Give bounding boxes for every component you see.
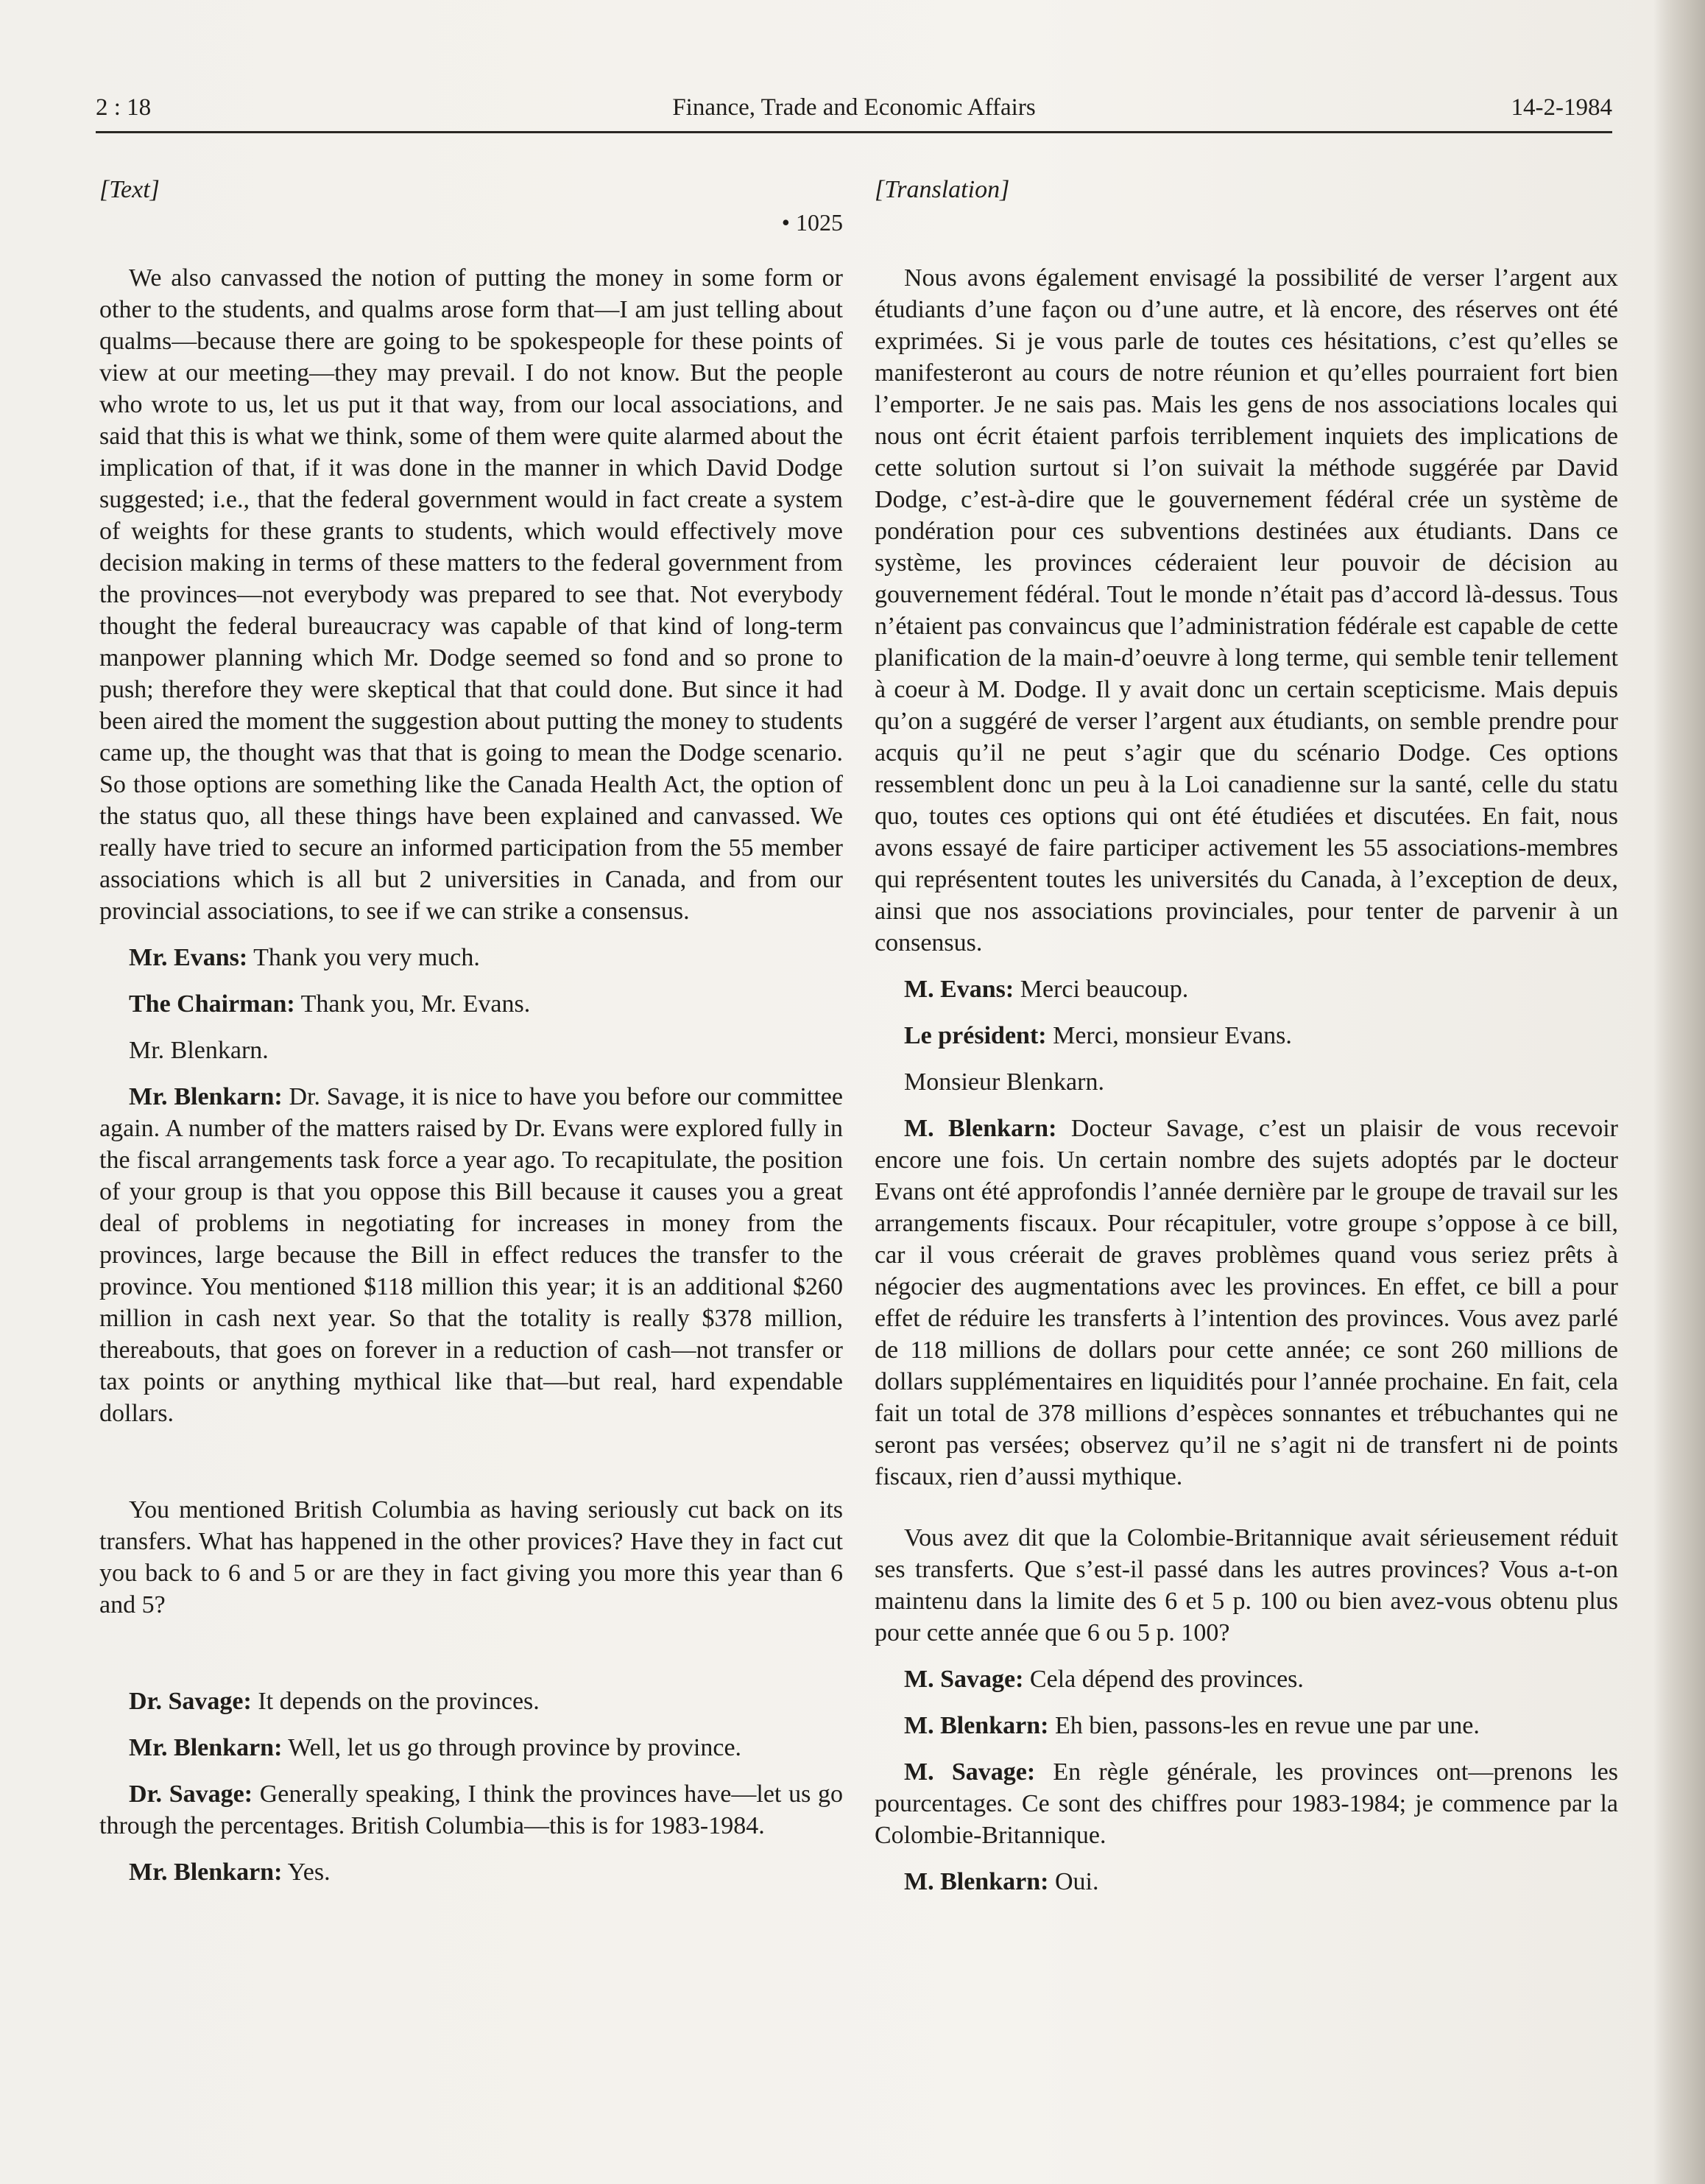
speech-text: Mr. Blenkarn. xyxy=(129,1037,269,1064)
speech-text: Well, let us go through province by province. xyxy=(282,1734,742,1761)
time-marker-spacer xyxy=(875,207,1618,239)
paragraph xyxy=(99,1856,843,1888)
header-title: Finance, Trade and Economic Affairs xyxy=(672,94,1036,121)
header-rule xyxy=(96,131,1612,133)
paragraph xyxy=(875,1066,1618,1098)
paragraph xyxy=(99,1778,843,1842)
speech-text: Yes. xyxy=(282,1859,331,1886)
paragraph xyxy=(99,1685,843,1717)
speech-text: Docteur Savage, c’est un plaisir de vous recevoir encore une fois. Un certain nombre des sujets adoptés par le docteur Evans ont été approfondis l’année dernière par le groupe de travail sur les arrangements fiscaux. Pour récapituler, votre groupe s’oppose à ce bill, car il vous créerait de graves problèmes quand vous seriez prêts à négocier des augmentations avec les provinces. En effet, ce bill a pour effet de réduire les transferts à l’intention des provinces. Vous avez parlé de 118 millions de dollars pour cette année; ce sont 260 millions de dollars supplémentaires en liquidités pour l’année prochaine. En fait, cela fait un total de 378 millions d’espèces sonnantes et trébuchantes qui ne seront pas versées; observez qu’il ne s’agit ni de transfert ni de points fiscaux, rien d’aussi mythique. xyxy=(875,1115,1618,1490)
speaker-name: M. Blenkarn: xyxy=(904,1712,1049,1739)
paragraph xyxy=(875,262,1618,959)
speaker-name: The Chairman: xyxy=(129,990,295,1018)
paragraph xyxy=(875,1522,1618,1649)
speech-text: You mentioned British Columbia as having seriously cut back on its transfers. What has happened in the other provices? Have they in fact cut you back to 6 and 5 or are they in fact giving you more this year than 6 and 5? xyxy=(99,1496,843,1618)
speaker-name: Mr. Evans: xyxy=(129,944,248,971)
paragraph xyxy=(875,1710,1618,1741)
speech-text: Merci, monsieur Evans. xyxy=(1046,1022,1292,1049)
speech-text: Vous avez dit que la Colombie-Britannique avait sérieusement réduit ses transferts. Que s’est-il passé dans les autres provinces? Vous a-t-on maintenu dans la limite des 6 et 5 p. 100 ou bien avez-vous obtenu plus pour cette année que 6 ou 5 p. 100? xyxy=(875,1524,1618,1646)
speech-text: En règle générale, les provinces ont—prenons les pourcentages. Ce sont des chiffres pour 1983-1984; je commence par la Colombie-Britannique. xyxy=(875,1758,1618,1849)
paragraph xyxy=(99,1035,843,1066)
right-column-french xyxy=(875,174,1618,1898)
page-binding-shadow xyxy=(1653,0,1705,2184)
paragraph xyxy=(875,1113,1618,1493)
speech-text: Thank you very much. xyxy=(247,944,480,971)
header-date: 14-2-1984 xyxy=(1511,94,1612,121)
speech-text: Oui. xyxy=(1048,1868,1099,1895)
speaker-name: Mr. Blenkarn: xyxy=(129,1083,283,1110)
speech-text: Thank you, Mr. Evans. xyxy=(294,990,531,1018)
speaker-name: Dr. Savage: xyxy=(129,1688,252,1715)
paragraph xyxy=(99,262,843,927)
speaker-name: Mr. Blenkarn: xyxy=(129,1734,283,1761)
speaker-name: M. Blenkarn: xyxy=(904,1868,1049,1895)
paragraph xyxy=(99,942,843,973)
speaker-name: M. Evans: xyxy=(904,976,1014,1003)
speech-text: We also canvassed the notion of putting the money in some form or other to the students, and qualms arose form that—I am just telling about qualms—because there are going to be spokespeople for these points of view at our meeting—they may prevail. I do not know. But the people who wrote to us, let us put it that way, from our local associations, and said that this is what we think, some of them were quite alarmed about the implication of that, if it was done in the manner in which David Dodge suggested; i.e., that the federal government would in fact create a system of weights for these grants to students, which would effectively move decision making in terms of these matters to the federal government from the provinces—not everybody was prepared to see that. Not everybody thought the federal bureaucracy was capable of that kind of long-term manpower planning which Mr. Dodge seemed so fond and so prone to push; therefore they were skeptical that that could done. But since it had been aired the moment the suggestion about putting the money to students came up, the thought was that that is going to mean the Dodge scenario. So those options are something like the Canada Health Act, the option of the status quo, all these things have been explained and canvassed. We really have tried to secure an informed participation from the 55 member associations which is all but 2 universities in Canada, and from our provincial associations, to see if we can strike a consensus. xyxy=(99,264,843,925)
paragraph xyxy=(875,973,1618,1005)
paragraph xyxy=(875,1663,1618,1695)
speech-text: Dr. Savage, it is nice to have you before our committee again. A number of the matters raised by Dr. Evans were explored fully in the fiscal arrangements task force a year ago. To recapitulate, the position of your group is that you oppose this Bill because it causes you a great deal of problems in negotiating for increases in money from the provinces, large because the Bill in effect reduces the transfer to the province. You mentioned $118 million this year; it is an additional $260 million in cash next year. So that the totality is really $378 million, thereabouts, that goes on forever in a reduction of cash—not transfer or tax points or anything mythical like that—but real, hard expendable dollars. xyxy=(99,1083,843,1427)
speech-text: It depends on the provinces. xyxy=(251,1688,540,1715)
paragraph xyxy=(875,1020,1618,1052)
speech-text: Cela dépend des provinces. xyxy=(1023,1666,1304,1693)
speaker-name: Le président: xyxy=(904,1022,1047,1049)
speech-text: Generally speaking, I think the provinces have—let us go through the percentages. British Columbia—this is for 1983-1984. xyxy=(99,1780,843,1839)
speech-text: Eh bien, passons-les en revue une par une. xyxy=(1048,1712,1480,1739)
running-header xyxy=(96,94,1612,133)
speaker-name: Mr. Blenkarn: xyxy=(129,1859,283,1886)
speaker-name: M. Savage: xyxy=(904,1758,1036,1786)
speech-text: Monsieur Blenkarn. xyxy=(904,1068,1104,1096)
speaker-name: Dr. Savage: xyxy=(129,1780,253,1808)
paragraph xyxy=(99,1494,843,1621)
speech-text: Nous avons également envisagé la possibilité de verser l’argent aux étudiants d’une façon ou d’une autre, et là encore, des réserves ont été exprimées. Si je vous parle de toutes ces hésitations, c’est qu’elles se manifesteront au cours de notre réunion et qu’elles pourraient fort bien l’emporter. Je ne sais pas. Mais les gens de nos associations locales qui nous ont écrit étaient parfois terriblement inquiets des implications de cette solution surtout si l’on suivait la méthode suggérée par David Dodge, c’est-à-dire que le gouvernement fédéral crée un système de pondération pour ces subventions destinées aux étudiants. Dans ce système, les provinces céderaient leur pouvoir de décision au gouvernement fédéral. Tout le monde n’était pas d’accord là-dessus. Tous n’étaient pas convaincus que l’administration fédérale est capable de cette planification de la main-d’oeuvre à long terme, qui semble tenir tellement à coeur à M. Dodge. Il y avait donc un certain scepticisme. Mais depuis qu’on a suggéré de verser l’argent aux étudiants, on semble prendre pour acquis qu’il ne peut s’agir que du scénario Dodge. Ces options ressemblent donc un peu à la Loi canadienne sur la santé, celle du statu quo, toutes ces options qui ont été étudiées et discutées. En fait, nous avons essayé de faire participer activement les 55 associations-membres qui représentent toutes les universités du Canada, à l’exception de deux, ainsi que nos associations provinciales, pour tenter de parvenir à un consensus. xyxy=(875,264,1618,957)
paragraph xyxy=(99,1081,843,1429)
column-label-translation: [Translation] xyxy=(875,176,1010,203)
page-number: 2 : 18 xyxy=(96,94,152,121)
speech-text: Merci beaucoup. xyxy=(1014,976,1189,1003)
paragraph xyxy=(99,1732,843,1764)
paragraph xyxy=(875,1866,1618,1898)
speaker-name: M. Blenkarn: xyxy=(904,1115,1057,1142)
paragraph xyxy=(875,1756,1618,1851)
left-column-english xyxy=(99,174,843,1888)
column-label-text: [Text] xyxy=(99,176,160,203)
paragraph xyxy=(99,988,843,1020)
time-marker: • 1025 xyxy=(781,209,843,236)
speaker-name: M. Savage: xyxy=(904,1666,1024,1693)
